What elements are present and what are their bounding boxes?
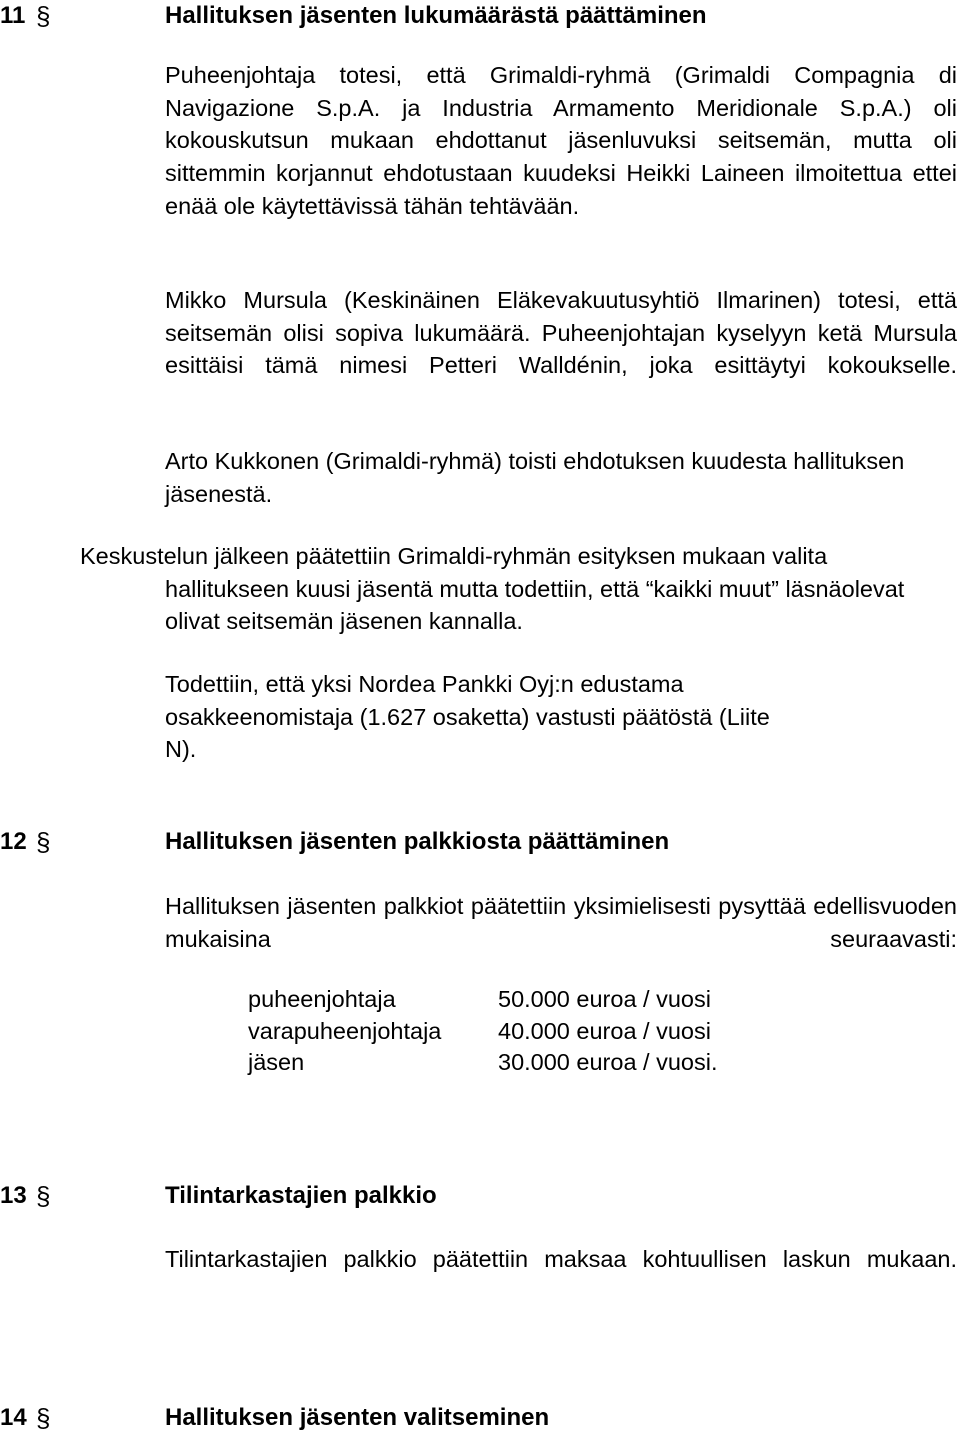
- paragraph-auditor-fee: Tilintarkastajien palkkio päätettiin maksaa kohtuullisen laskun mukaan.: [165, 1246, 957, 1272]
- section-number: 11: [0, 2, 26, 29]
- paragraph-nordea: Todettiin, että yksi Nordea Pankki Oyj:n edustama osakkeenomistaja (1.627 osaketta) vastusti päätöstä (Liite N).: [165, 671, 770, 763]
- table-row: [248, 1016, 718, 1048]
- fee-amount: 50.000 euroa / vuosi: [498, 986, 711, 1012]
- section-symbol: §: [36, 1403, 51, 1433]
- section-title: Hallituksen jäsenten lukumäärästä päättäminen: [165, 2, 707, 29]
- section-symbol: §: [36, 1181, 51, 1211]
- section-number: 12: [0, 828, 27, 855]
- fee-role: varapuheenjohtaja: [248, 1017, 442, 1044]
- paragraph-kukkonen: Arto Kukkonen (Grimaldi-ryhmä) toisti ehdotuksen kuudesta hallituksen jäsenestä.: [165, 448, 905, 507]
- paragraph-decision: Keskustelun jälkeen päätettiin Grimaldi-ryhmän esityksen mukaan valita hallitukseen kuusi jäsentä mutta todettiin, että “kaikki muut” läsnäolevat olivat seitsemän jäsenen kannalla.: [80, 543, 905, 635]
- paragraph-grimaldi-proposal: Puheenjohtaja totesi, että Grimaldi-ryhmä (Grimaldi Compagnia di Navigazione S.p.A. ja Industria Armamento Meridionale S.p.A.) oli kokouskutsun mukaan ehdottanut jäsenluvuksi seitsemän, mutta oli sittemmin korjannut ehdotustaan kuudeksi Heikki Laineen ilmoitettua ettei enää ole käytettävissä tähän tehtävään.: [165, 62, 957, 219]
- section-number: 14: [0, 1404, 27, 1431]
- paragraph-fees-intro: Hallituksen jäsenten palkkiot päätettiin yksimielisesti pysyttää edellisvuoden mukaisina seuraavasti:: [165, 893, 957, 952]
- section-symbol: §: [36, 827, 51, 857]
- section-title: Hallituksen jäsenten valitseminen: [165, 1404, 550, 1431]
- fee-table: [248, 984, 718, 1079]
- section-number: 13: [0, 1182, 27, 1209]
- section-title: Hallituksen jäsenten palkkiosta päättäminen: [165, 828, 670, 855]
- fee-role: jäsen: [248, 1049, 305, 1075]
- fee-role: puheenjohtaja: [248, 986, 396, 1012]
- fee-amount: 40.000 euroa / vuosi: [498, 1017, 711, 1044]
- table-row: [248, 1047, 718, 1079]
- section-title: Tilintarkastajien palkkio: [165, 1182, 437, 1209]
- paragraph-mursula: Mikko Mursula (Keskinäinen Eläkevakuutusyhtiö Ilmarinen) totesi, että seitsemän olisi sopiva lukumäärä. Puheenjohtajan kyselyyn ketä Mursula esittäisi tämä nimesi Petteri Walldénin, joka esittäytyi kokoukselle.: [165, 287, 957, 379]
- table-row: [248, 984, 718, 1016]
- section-symbol: §: [36, 1, 51, 31]
- fee-amount: 30.000 euroa / vuosi.: [498, 1049, 718, 1075]
